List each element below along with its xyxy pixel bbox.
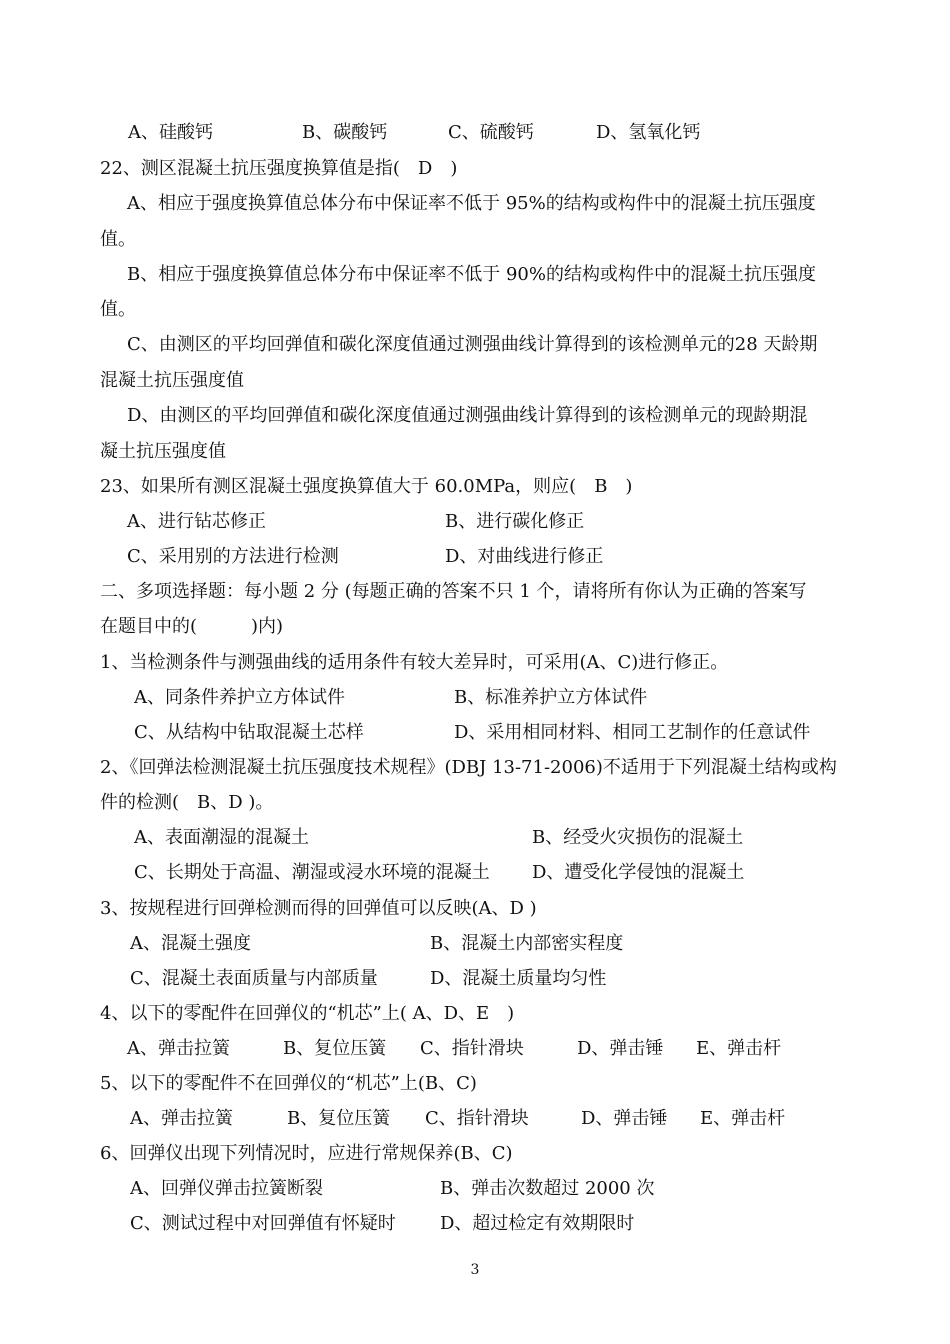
q22-option-d-line1: D、由测区的平均回弹值和碳化深度值通过测强曲线计算得到的该检测单元的现龄期混	[127, 405, 808, 426]
m5-option-b: B、复位压簧	[287, 1108, 391, 1129]
m5-option-a: A、弹击拉簧	[130, 1108, 233, 1129]
m5-stem: 5、以下的零配件不在回弹仪的“机芯”上(B、C)	[100, 1073, 477, 1094]
q22-option-b-line1: B、相应于强度换算值总体分布中保证率不低于 90%的结构或构件中的混凝土抗压强度	[127, 264, 816, 285]
m4-option-b: B、复位压簧	[283, 1038, 387, 1059]
q21-option-d: D、氢氧化钙	[596, 122, 701, 143]
q21-option-b: B、碳酸钙	[302, 122, 388, 143]
q22-option-b-line2: 值。	[100, 299, 136, 320]
m3-option-c: C、混凝土表面质量与内部质量	[130, 968, 378, 989]
m3-option-d: D、混凝土质量均匀性	[430, 968, 607, 989]
m1-stem: 1、当检测条件与测强曲线的适用条件有较大差异时，可采用(A、C)进行修正。	[100, 652, 729, 673]
m6-option-c: C、测试过程中对回弹值有怀疑时	[130, 1213, 396, 1234]
q21-option-c: C、硫酸钙	[448, 122, 534, 143]
section2-heading-line1: 二、多项选择题：每小题 2 分 (每题正确的答案不只 1 个，请将所有你认为正确的答案写	[100, 581, 807, 602]
m5-option-d: D、弹击锤	[581, 1108, 668, 1129]
m2-option-c: C、长期处于高温、潮湿或浸水环境的混凝土	[134, 862, 490, 883]
m1-option-c: C、从结构中钻取混凝土芯样	[134, 722, 364, 743]
m6-option-a: A、回弹仪弹击拉簧断裂	[130, 1178, 323, 1199]
q22-option-a-line2: 值。	[100, 229, 136, 250]
m4-option-a: A、弹击拉簧	[127, 1038, 230, 1059]
q22-option-a-line1: A、相应于强度换算值总体分布中保证率不低于 95%的结构或构件中的混凝土抗压强度	[127, 193, 816, 214]
q22-option-d-line2: 凝土抗压强度值	[100, 441, 226, 462]
m2-option-d: D、遭受化学侵蚀的混凝土	[532, 862, 745, 883]
m6-stem: 6、回弹仪出现下列情况时，应进行常规保养(B、C)	[100, 1143, 513, 1164]
page-number: 3	[470, 1262, 480, 1278]
q23-option-d: D、对曲线进行修正	[445, 546, 604, 567]
m2-option-b: B、经受火灾损伤的混凝土	[532, 827, 744, 848]
q22-option-c-line2: 混凝土抗压强度值	[100, 370, 244, 391]
m3-stem: 3、按规程进行回弹检测而得的回弹值可以反映(A、D )	[100, 898, 537, 919]
m2-stem-line1: 2、《回弹法检测混凝土抗压强度技术规程》(DBJ 13-71-2006)不适用于下列混凝土结构或构	[100, 757, 837, 778]
q23-option-c: C、采用别的方法进行检测	[127, 546, 339, 567]
m6-option-b: B、弹击次数超过 2000 次	[440, 1178, 655, 1199]
q21-option-a: A、硅酸钙	[128, 122, 213, 143]
m1-option-a: A、同条件养护立方体试件	[134, 687, 345, 708]
m5-option-c: C、指针滑块	[425, 1108, 529, 1129]
m6-option-d: D、超过检定有效期限时	[440, 1213, 635, 1234]
section2-heading-line2: 在题目中的( )内)	[100, 616, 284, 637]
m5-option-e: E、弹击杆	[700, 1108, 786, 1129]
q23-option-b: B、进行碳化修正	[445, 511, 585, 532]
m2-stem-line2: 件的检测( B、D )。	[100, 792, 274, 813]
m4-option-d: D、弹击锤	[577, 1038, 664, 1059]
q22-option-c-line1: C、由测区的平均回弹值和碳化深度值通过测强曲线计算得到的该检测单元的28 天龄期	[127, 334, 818, 355]
m4-option-e: E、弹击杆	[696, 1038, 782, 1059]
m1-option-d: D、采用相同材料、相同工艺制作的任意试件	[454, 722, 811, 743]
m3-option-b: B、混凝土内部密实程度	[430, 933, 624, 954]
m4-option-c: C、指针滑块	[420, 1038, 524, 1059]
q23-option-a: A、进行钻芯修正	[127, 511, 266, 532]
q23-stem: 23、如果所有测区混凝土强度换算值大于 60.0MPa，则应( B )	[100, 476, 633, 497]
m1-option-b: B、标准养护立方体试件	[454, 687, 648, 708]
q22-stem: 22、测区混凝土抗压强度换算值是指( D )	[100, 158, 458, 179]
m3-option-a: A、混凝土强度	[130, 933, 251, 954]
m2-option-a: A、表面潮湿的混凝土	[134, 827, 309, 848]
m4-stem: 4、以下的零配件在回弹仪的“机芯”上( A、D、E )	[100, 1003, 515, 1024]
